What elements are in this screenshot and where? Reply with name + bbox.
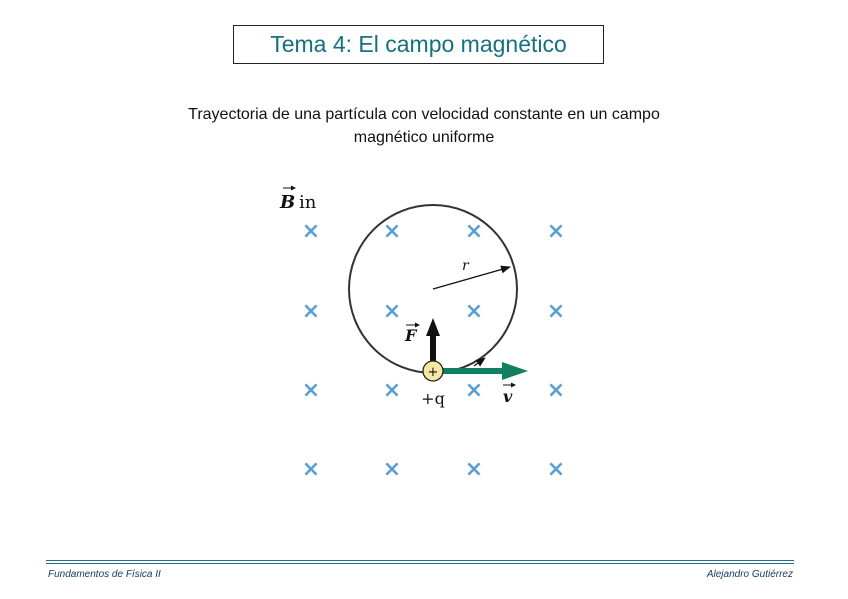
slide-title-text: Tema 4: El campo magnético <box>270 31 567 57</box>
field-mark-r2-c4: × <box>546 299 566 324</box>
caption-line-1: Trayectoria de una partícula con velocidad constante en un campo <box>188 106 660 123</box>
charged-particle <box>423 361 443 381</box>
field-mark-r4-c2: × <box>382 457 402 482</box>
force-vector <box>426 318 440 361</box>
field-mark-r1-c2: × <box>382 219 402 244</box>
charge-sign: + <box>427 365 439 380</box>
field-mark-r2-c1: × <box>301 299 321 324</box>
footer-rule-top <box>46 560 794 561</box>
field-label <box>279 186 317 214</box>
field-symbol: B <box>280 192 296 213</box>
field-direction: in <box>299 192 317 213</box>
footer-author: Alejandro Gutiérrez <box>706 569 793 580</box>
field-mark-r2-c3: × <box>464 299 484 324</box>
field-mark-r1-c4: × <box>546 219 566 244</box>
field-mark-r4-c1: × <box>301 457 321 482</box>
field-mark-r3-c1: × <box>301 378 321 403</box>
velocity-vector <box>443 362 528 380</box>
force-symbol: F <box>405 326 417 345</box>
radius-arrow <box>433 267 510 289</box>
force-label <box>404 323 420 346</box>
field-mark-r4-c3: × <box>464 457 484 482</box>
footer-course: Fundamentos de Física II <box>48 569 161 580</box>
velocity-arrow-shaft <box>443 368 505 374</box>
field-mark-r1-c3: × <box>464 219 484 244</box>
caption-line-2: magnético uniforme <box>353 129 495 146</box>
field-mark-r2-c2: × <box>382 299 402 324</box>
field-mark-r3-c2: × <box>382 378 402 403</box>
field-vector-arrow-head <box>291 186 296 191</box>
velocity-arrow-head <box>502 362 528 380</box>
field-mark-r1-c1: × <box>301 219 321 244</box>
charge-label: +q <box>421 389 445 408</box>
field-mark-r4-c4: × <box>546 457 566 482</box>
radius-label: r <box>462 258 469 274</box>
field-mark-r3-c4: × <box>546 378 566 403</box>
field-mark-r3-c3: × <box>464 378 484 403</box>
force-arrow-shaft <box>430 333 436 361</box>
force-arrow-head <box>426 318 440 336</box>
velocity-symbol: v <box>503 387 513 406</box>
velocity-label <box>503 383 516 407</box>
footer-rule-bottom <box>46 563 794 564</box>
